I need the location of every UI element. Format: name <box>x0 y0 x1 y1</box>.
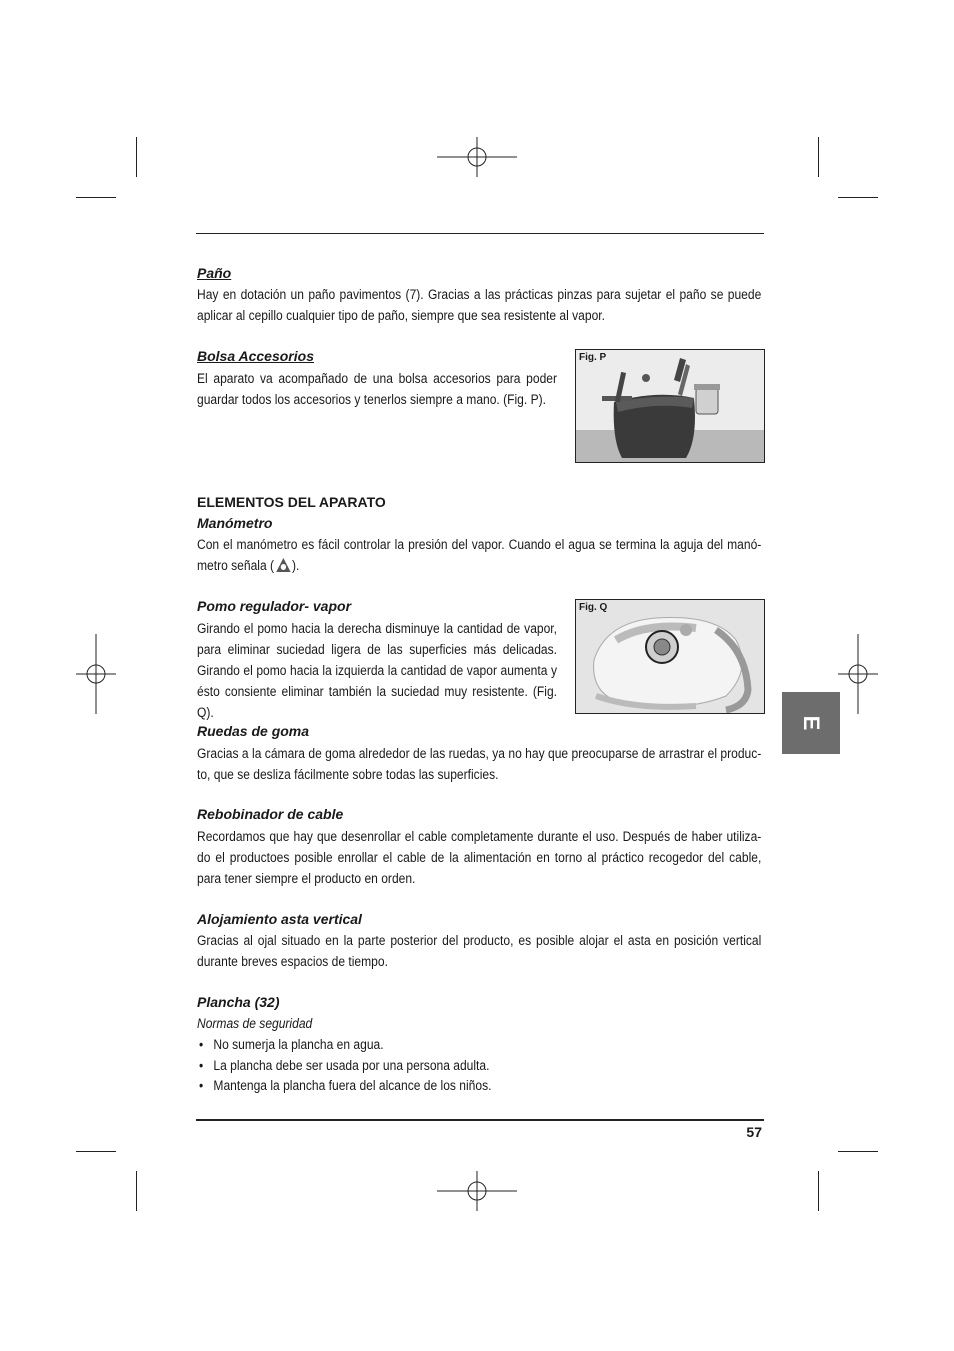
registration-mark <box>76 634 116 714</box>
registration-mark <box>437 1171 517 1211</box>
section-title-bolsa: Bolsa Accesorios <box>197 348 314 364</box>
section-title-plancha: Plancha (32) <box>197 994 280 1010</box>
section-heading-elementos: ELEMENTOS DEL APARATO <box>197 494 386 510</box>
figure-q <box>575 599 765 714</box>
crop-mark <box>136 1171 137 1211</box>
section-title-ruedas: Ruedas de goma <box>197 723 310 739</box>
section-title-manometro: Manómetro <box>197 515 273 531</box>
crop-mark <box>818 137 819 177</box>
section-text-pomo: Girando el pomo hacia la derecha disminuye la cantidad de vapor, para eliminar suciedad ligera de las superficies más delicadas. Girando el pomo hacia la izquierda la cantidad de vapor aumenta y ésto consiente eliminar también la suciedad muy resistente. (Fig. Q). <box>197 621 557 720</box>
list-item <box>199 1075 491 1096</box>
section-text-ruedas: Gracias a la cámara de goma alrededor de las ruedas, ya no hay que preocuparse de arrastrar el produc-to, que se desliza fácilmente sobre todas las superficies. <box>197 746 762 782</box>
list-item-text: La plancha debe ser usada por una persona adulta. <box>213 1058 490 1073</box>
list-item-text: Mantenga la plancha fuera del alcance de los niños. <box>213 1078 492 1093</box>
list-item <box>199 1055 489 1076</box>
manometro-text-end: ). <box>292 558 300 573</box>
registration-mark <box>437 137 517 177</box>
figure-p <box>575 349 765 463</box>
page-number: 57 <box>746 1124 762 1140</box>
crop-mark <box>76 1151 116 1152</box>
section-title-rebobinador: Rebobinador de cable <box>197 806 344 822</box>
accessory-bag-illustration <box>576 350 764 462</box>
language-tab-letter: E <box>799 715 824 731</box>
crop-mark <box>76 197 116 198</box>
list-item-text: No sumerja la plancha en agua. <box>213 1037 384 1052</box>
safety-subtitle: Normas de seguridad <box>197 1016 313 1031</box>
steam-cleaner-illustration <box>576 600 764 713</box>
bullet-icon: • <box>199 1058 204 1073</box>
registration-mark <box>838 634 878 714</box>
section-text-alojamiento: Gracias al ojal situado en la parte posterior del producto, es posible alojar el asta en posición vertical durante breves espacios de tiempo. <box>197 933 762 969</box>
header-rule <box>196 233 764 234</box>
section-text-bolsa: El aparato va acompañado de una bolsa accesorios para poder guardar todos los accesorios y tenerlos siempre a mano. (Fig. P). <box>197 371 557 407</box>
section-title-alojamiento: Alojamiento asta vertical <box>197 911 362 927</box>
bullet-icon: • <box>199 1078 204 1093</box>
section-text-pano: Hay en dotación un paño pavimentos (7). Gracias a las prácticas pinzas para sujetar el paño se puede aplicar al cepillo cualquier tipo de paño, siempre que sea resistente al vapor. <box>197 287 762 323</box>
figure-label: Fig. Q <box>579 602 608 613</box>
crop-mark <box>818 1171 819 1211</box>
water-empty-icon <box>274 557 292 573</box>
section-title-pomo: Pomo regulador- vapor <box>197 598 352 614</box>
manometro-text-start: Con el manómetro es fácil controlar la presión del vapor. Cuando el agua se termina la aguja del manó-metro señala ( <box>197 537 762 573</box>
section-title-pano: Paño <box>197 265 232 281</box>
section-text-rebobinador: Recordamos que hay que desenrollar el cable completamente durante el uso. Después de haber utiliza-do el productoes posible enrollar el cable de la alimentación en torno al práctico recogedor del cable, para tener siempre el producto en orden. <box>197 829 762 886</box>
footer-rule <box>196 1119 764 1121</box>
language-tab <box>782 692 840 754</box>
crop-mark <box>838 1151 878 1152</box>
bullet-icon: • <box>199 1037 204 1052</box>
list-item <box>199 1034 384 1055</box>
figure-label: Fig. P <box>579 352 607 363</box>
crop-mark <box>136 137 137 177</box>
section-text-manometro <box>197 534 761 576</box>
crop-mark <box>838 197 878 198</box>
